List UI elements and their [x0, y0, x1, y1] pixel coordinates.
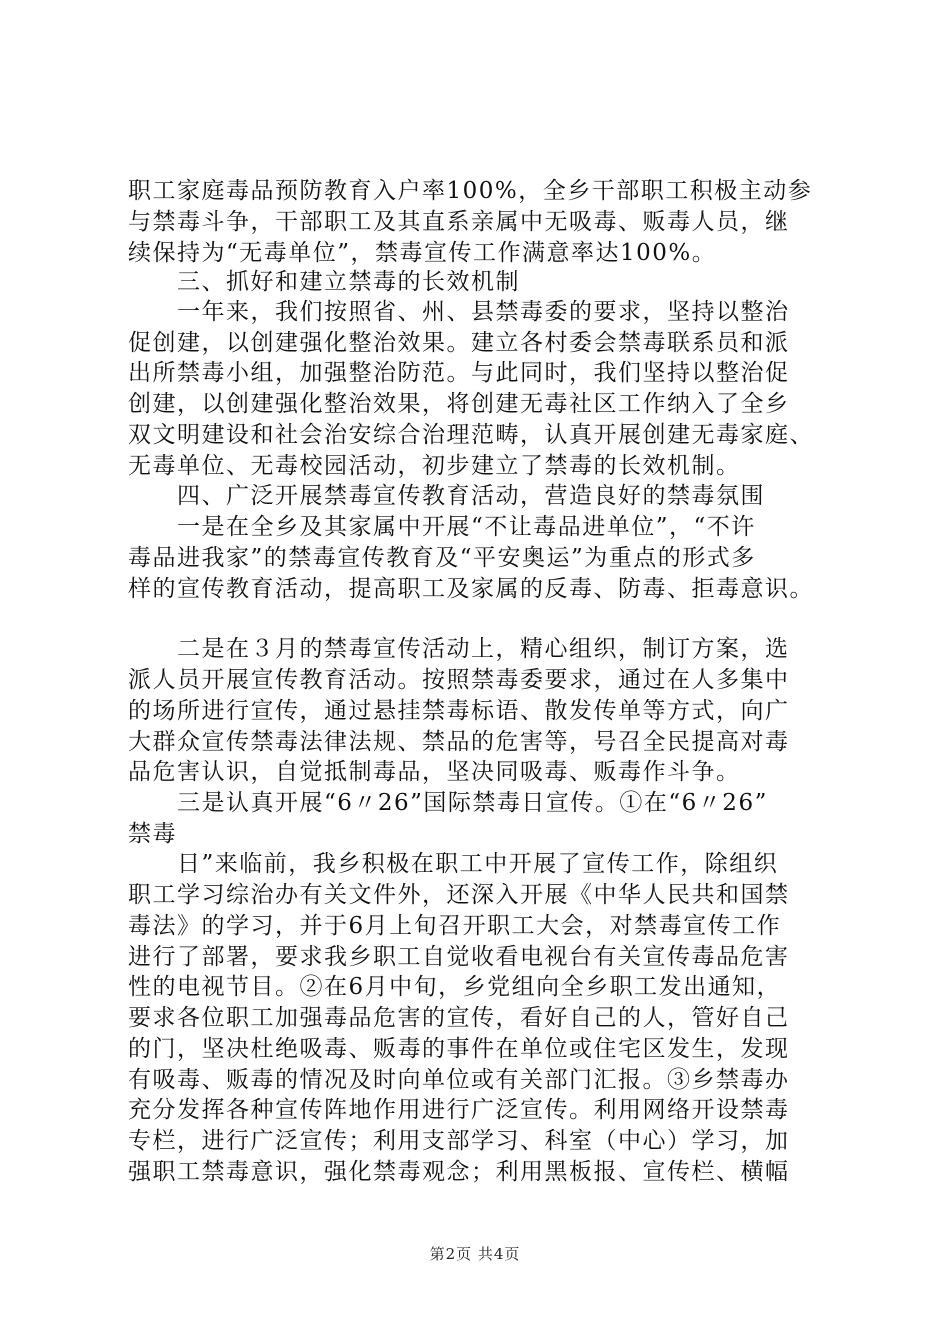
text-line: 进行了部署，要求我乡职工自觉收看电视台有关宣传毒品危害 [128, 944, 790, 970]
text-line: 三是认真开展“6〃26”国际禁毒日宣传。①在“6〃26” [128, 790, 768, 816]
text-line: 一年来，我们按照省、州、县禁毒委的要求，坚持以整治 [128, 299, 790, 325]
text-line: 有吸毒、贩毒的情况及时向单位或有关部门汇报。③乡禁毒办 [128, 1067, 790, 1093]
text-line: 无毒单位、无毒校园活动，初步建立了禁毒的长效机制。 [128, 453, 741, 479]
section-heading: 四、广泛开展禁毒宣传教育活动，营造良好的禁毒氛围 [128, 483, 765, 509]
text-line: 禁毒 [128, 821, 177, 847]
text-line: 充分发挥各种宣传阵地作用进行广泛宣传。利用网络开设禁毒 [128, 1097, 790, 1123]
text-line: 大群众宣传禁毒法律法规、禁品的危害等，号召全民提高对毒 [128, 729, 790, 755]
text-line: 与禁毒斗争，干部职工及其直系亲属中无吸毒、贩毒人员，继 [128, 209, 790, 235]
text-line: 续保持为“无毒单位”，禁毒宣传工作满意率达100%。 [128, 240, 717, 266]
text-line: 派人员开展宣传教育活动。按照禁毒委要求，通过在人多集中 [128, 667, 790, 693]
text-line: 一是在全乡及其家属中开展“不让毒品进单位”，“不许 [128, 514, 756, 540]
text-line: 强职工禁毒意识，强化禁毒观念；利用黑板报、宣传栏、横幅 [128, 1159, 790, 1185]
text-line: 专栏，进行广泛宣传；利用支部学习、科室（中心）学习，加 [128, 1128, 790, 1154]
text-line: 毒品进我家”的禁毒宣传教育及“平安奥运”为重点的形式多 [128, 545, 756, 571]
text-line: 品危害认识，自觉抵制毒品，坚决同吸毒、贩毒作斗争。 [128, 759, 741, 785]
text-line: 创建，以创建强化整治效果，将创建无毒社区工作纳入了全乡 [128, 391, 790, 417]
text-line: 样的宣传教育活动，提高职工及家属的反毒、防毒、拒毒意识。 [128, 576, 814, 602]
text-line: 职工学习综治办有关文件外，还深入开展《中华人民共和国禁 [128, 882, 790, 908]
text-line: 的场所进行宣传，通过悬挂禁毒标语、散发传单等方式，向广 [128, 698, 790, 724]
text-line: 性的电视节目。②在6月中旬，乡党组向全乡职工发出通知， [128, 974, 782, 1000]
text-line: 要求各位职工加强毒品危害的宣传，看好自己的人，管好自己 [128, 1005, 790, 1031]
text-line: 出所禁毒小组，加强整治防范。与此同时，我们坚持以整治促 [128, 360, 790, 386]
text-line: 促创建，以创建强化整治效果。建立各村委会禁毒联系员和派 [128, 330, 790, 356]
page-footer: 第2页 共4页 [429, 1245, 521, 1263]
text-line: 毒法》的学习，并于6月上旬召开职工大会，对禁毒宣传工作 [128, 913, 782, 939]
text-line: 日”来临前，我乡积极在职工中开展了宣传工作，除组织 [128, 851, 779, 877]
text-line: 职工家庭毒品预防教育入户率100%，全乡干部职工积极主动参 [128, 178, 813, 204]
text-line: 双文明建设和社会治安综合治理范畴，认真开展创建无毒家庭、 [128, 422, 814, 448]
text-line: 的门，坚决杜绝吸毒、贩毒的事件在单位或住宅区发生，发现 [128, 1036, 790, 1062]
section-heading: 三、抓好和建立禁毒的长效机制 [128, 269, 520, 295]
text-line: 二是在３月的禁毒宣传活动上，精心组织，制订方案，选 [128, 636, 790, 662]
